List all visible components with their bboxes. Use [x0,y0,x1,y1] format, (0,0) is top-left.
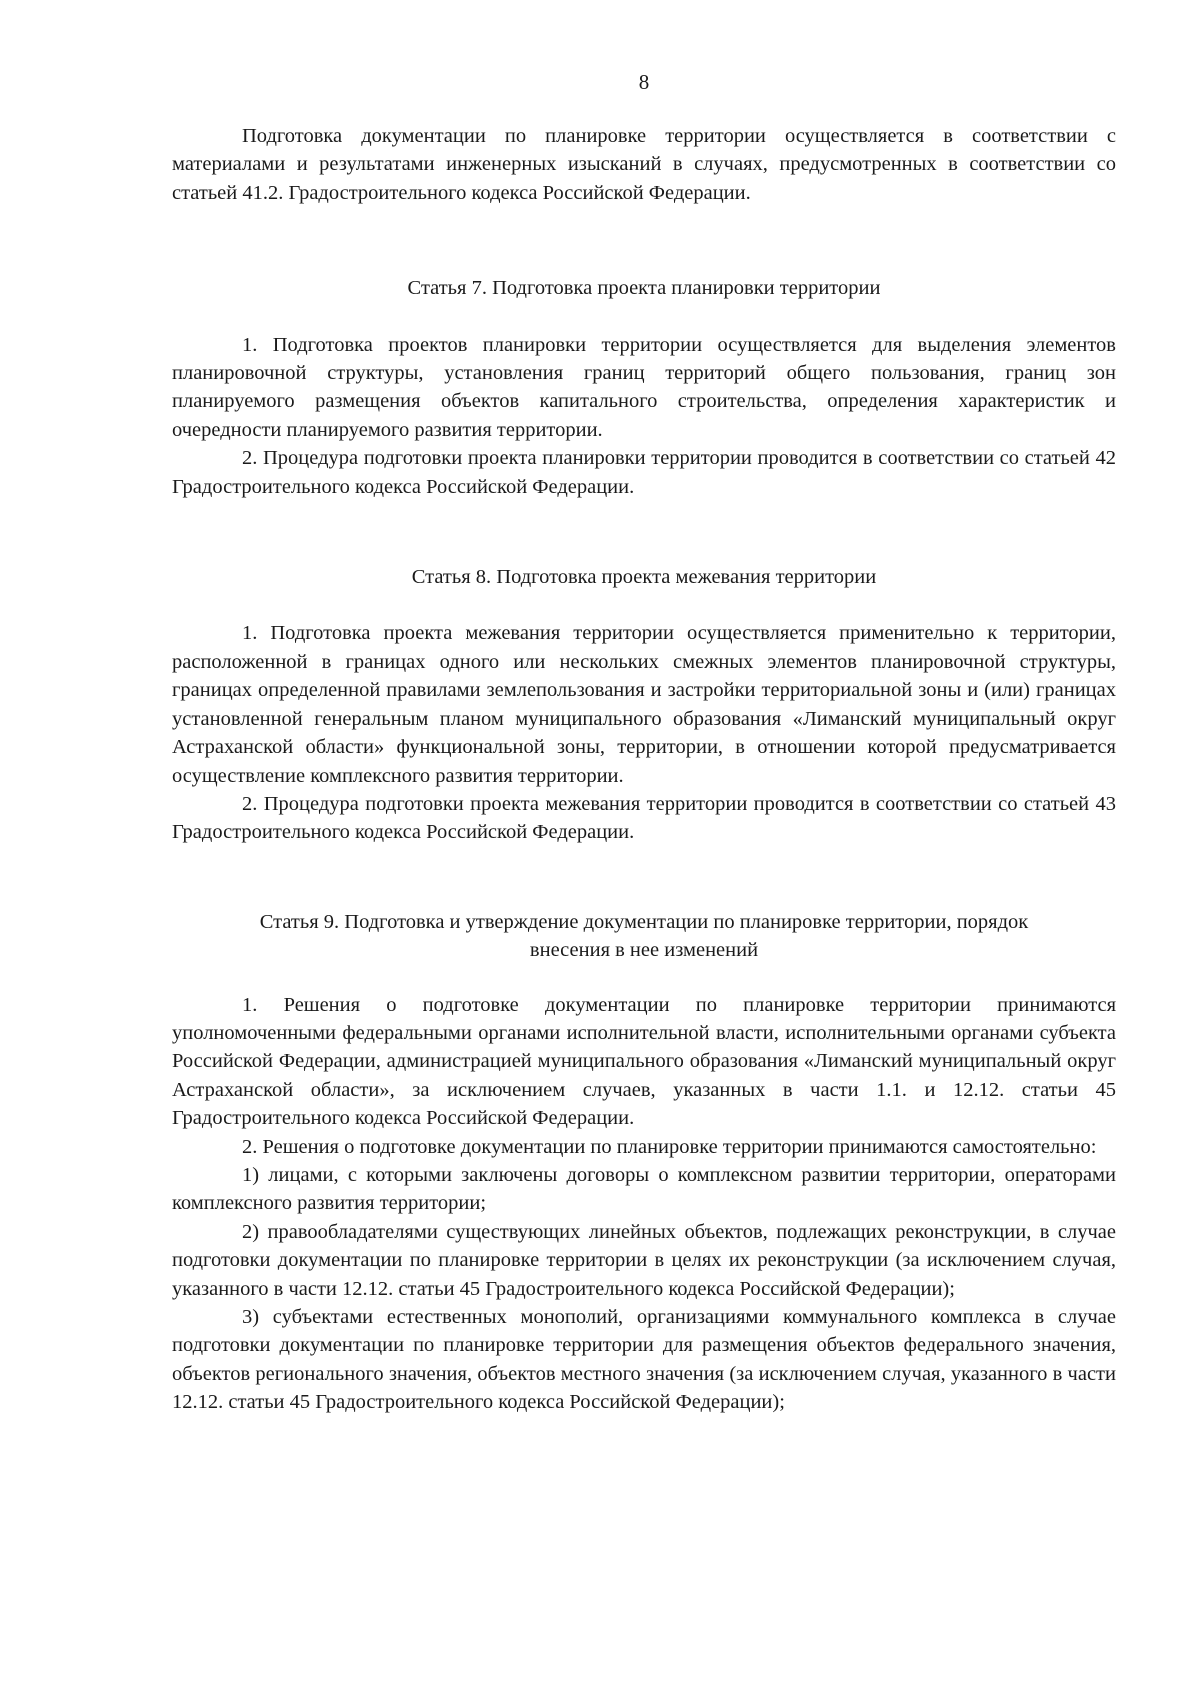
article-8-heading: Статья 8. Подготовка проекта межевания территории [411,566,877,589]
article-9-heading [172,908,1116,965]
article-7-heading: Статья 7. Подготовка проекта планировки территории [407,277,881,300]
article-9-paragraph-2: 2. Решения о подготовке документации по планировке территории принимаются самостоятельно: [242,1135,1097,1158]
article-9-heading-line-1: Статья 9. Подготовка и утверждение документации по планировке территории, порядок [259,910,1029,933]
article-9-list-item-1: 1) лицами, с которыми заключены договоры о комплексном развитии территории, операторами комплексного развития территории; [172,1163,1116,1215]
article-9-paragraph-1: 1. Решения о подготовке документации по планировке территории принимаются уполномоченными федеральными органами исполнительной власти, исполнительными органами субъекта Российской Федерации, администрацией муниципального образования «Лиманский муниципальный округ Астраханской области», за исключением случаев, указанных в части 1.1. и 12.12. статьи 45 Градостроительного кодекса Российской Федерации. [172,993,1116,1130]
article-7-paragraph-2: 2. Процедура подготовки проекта планировки территории проводится в соответствии со статьей 42 Градостроительного кодекса Российской Федерации. [172,447,1116,498]
article-9-list-item-3: 3) субъектами естественных монополий, организациями коммунального комплекса в случае подготовки документации по планировке территории для размещения объектов федерального значения, объектов регионального значения, объектов местного значения (за исключением случая, указанного в части 12.12. статьи 45 Градостроительного кодекса Российской Федерации); [172,1306,1116,1414]
article-8-paragraph-1: 1. Подготовка проекта межевания территории осуществляется применительно к территории, расположенной в границах одного или нескольких смежных элементов планировочной структуры, границах определенной правилами землепользования и застройки территориальной зоны и (или) границах установленной генеральным планом муниципального образования «Лиманский муниципальный округ Астраханской области» функциональной зоны, территории, в отношении которой предусматривается осуществление комплексного развития территории. [172,622,1116,787]
page-number: 8 [638,70,650,94]
article-8-paragraph-2: 2. Процедура подготовки проекта межевания территории проводится в соответствии со статьей 43 Градостроительного кодекса Российской Федерации. [172,792,1116,844]
article-9-list-item-2: 2) правообладателями существующих линейных объектов, подлежащих реконструкции, в случае подготовки документации по планировке территории в целях их реконструкции (за исключением случая, указанного в части 12.12. статьи 45 Градостроительного кодекса Российской Федерации); [172,1220,1116,1300]
document-page [172,70,1116,1417]
article-9-heading-line-2: внесения в нее изменений [529,939,759,962]
intro-paragraph: Подготовка документации по планировке территории осуществляется в соответствии с материалами и результатами инженерных изысканий в случаях, предусмотренных в соответствии со статьей 41.2. Градостроительного кодекса Российской Федерации. [172,125,1116,204]
article-7-paragraph-1: 1. Подготовка проектов планировки территории осуществляется для выделения элементов планировочной структуры, установления границ территорий общего пользования, границ зон планируемого размещения объектов капитального строительства, определения характеристик и очередности планируемого развития территории. [172,333,1116,441]
